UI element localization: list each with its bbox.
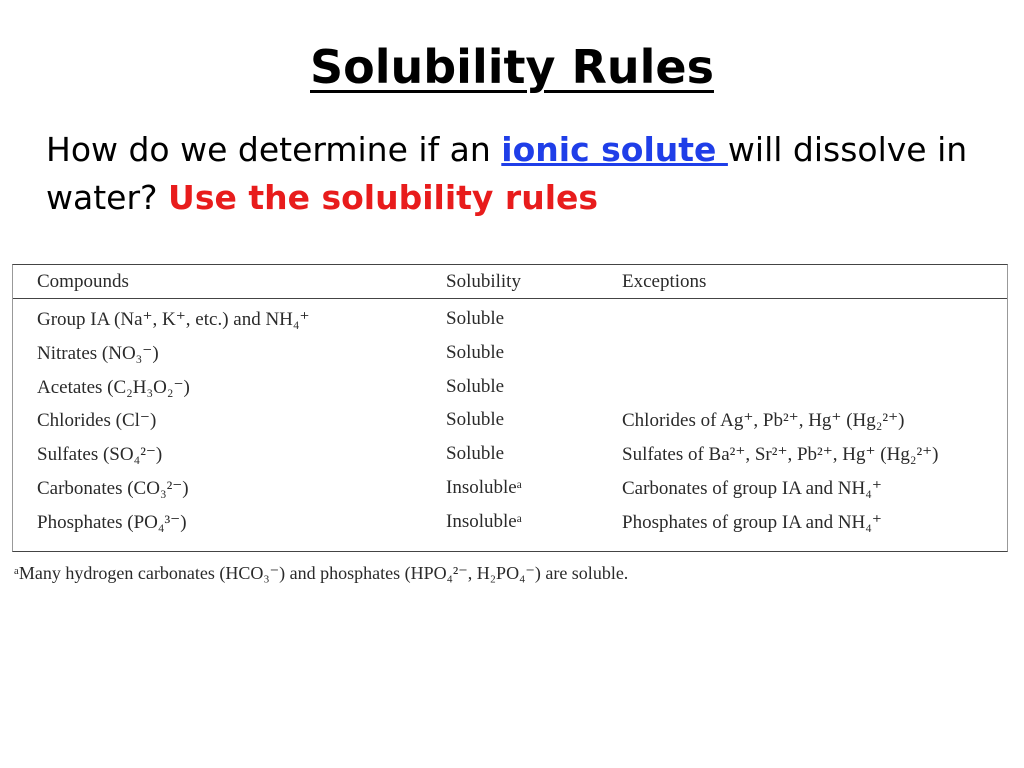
solubility-cell: Soluble	[446, 375, 505, 397]
question-answer: Use the solubility rules	[168, 178, 599, 217]
solubility-cell: Soluble	[446, 409, 505, 431]
table-row	[13, 437, 1007, 471]
table-header	[13, 265, 1007, 299]
table-row	[13, 302, 1007, 336]
exceptions-cell: Carbonates of group IA and NH₄⁺	[622, 477, 882, 499]
compound-cell: Acetates (C₂H₃O₂⁻)	[37, 376, 190, 398]
compound-cell: Carbonates (CO₃²⁻)	[37, 477, 189, 499]
table-footnote: ᵃMany hydrogen carbonates (HCO₃⁻) and phosphates (HPO₄²⁻, H₂PO₄⁻) are soluble.	[14, 563, 629, 583]
table-row	[13, 505, 1007, 539]
header-solubility: Solubility	[446, 271, 521, 292]
solubility-cell: Insolubleᵃ	[446, 476, 522, 498]
solubility-cell: Insolubleᵃ	[446, 510, 522, 532]
table-row	[13, 403, 1007, 437]
table-row	[13, 336, 1007, 370]
table-row	[13, 370, 1007, 404]
header-exceptions: Exceptions	[622, 271, 707, 292]
solubility-cell: Soluble	[446, 341, 505, 363]
compound-cell: Chlorides (Cl⁻)	[37, 410, 157, 432]
compound-cell: Group IA (Na⁺, K⁺, etc.) and NH₄⁺	[37, 309, 310, 330]
question-part1: How do we determine if an	[46, 130, 502, 169]
exceptions-cell: Chlorides of Ag⁺, Pb²⁺, Hg⁺ (Hg₂²⁺)	[622, 410, 905, 432]
slide-title	[0, 36, 1024, 98]
solubility-cell: Soluble	[446, 308, 505, 329]
exceptions-cell: Phosphates of group IA and NH₄⁺	[622, 511, 882, 533]
header-compounds: Compounds	[37, 271, 129, 292]
table-body	[13, 299, 1007, 539]
question-part2: will dissolve in water?	[46, 130, 968, 217]
ionic-solute-link[interactable]: ionic solute	[501, 130, 728, 169]
solubility-cell: Soluble	[446, 443, 505, 465]
solubility-table	[12, 264, 1008, 552]
exceptions-cell: Sulfates of Ba²⁺, Sr²⁺, Pb²⁺, Hg⁺ (Hg₂²⁺)	[622, 444, 939, 466]
slide-title-text: Solubility Rules	[310, 40, 714, 94]
compound-cell: Phosphates (PO₄³⁻)	[37, 511, 187, 533]
compound-cell: Nitrates (NO₃⁻)	[37, 342, 159, 364]
table-row	[13, 471, 1007, 505]
compound-cell: Sulfates (SO₄²⁻)	[37, 444, 163, 466]
question-text	[46, 126, 1006, 222]
